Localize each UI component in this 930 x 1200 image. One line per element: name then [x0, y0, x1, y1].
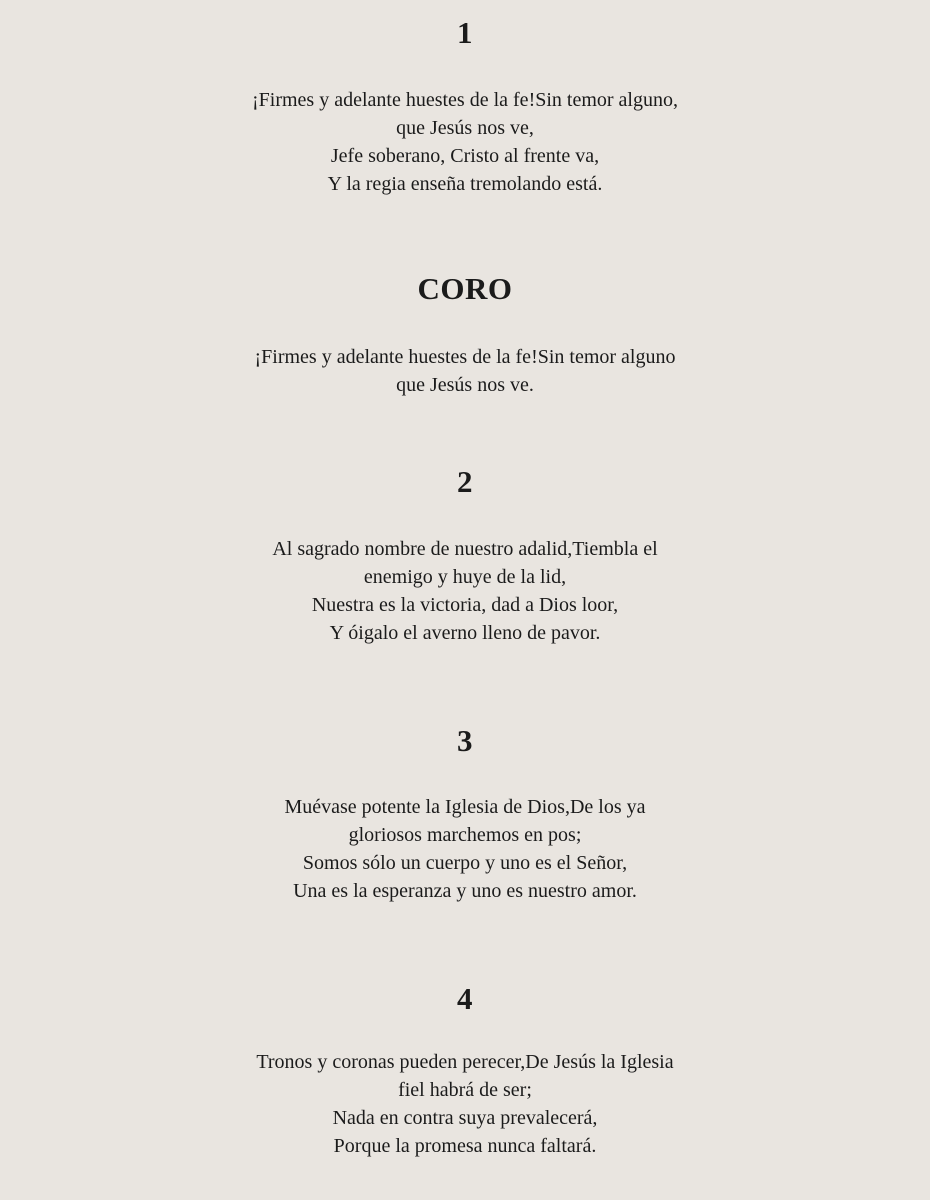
stanza-4-line-2: fiel habrá de ser;: [398, 1079, 532, 1101]
chorus-line-1: ¡Firmes y adelante huestes de la fe!Sin temor alguno: [254, 346, 676, 368]
stanza-number-1: 1: [457, 15, 473, 50]
chorus-heading: CORO: [417, 271, 513, 306]
stanza-2: [0, 535, 930, 647]
stanza-3-line-4: Una es la esperanza y uno es nuestro amor.: [293, 880, 637, 902]
stanza-3-line-3: Somos sólo un cuerpo y uno es el Señor,: [302, 852, 628, 874]
stanza-3-line-2: gloriosos marchemos en pos;: [348, 824, 582, 846]
stanza-3: [0, 793, 930, 905]
stanza-1-line-1: ¡Firmes y adelante huestes de la fe!Sin temor alguno,: [252, 89, 678, 111]
stanza-4-line-3: Nada en contra suya prevalecerá,: [332, 1107, 598, 1129]
stanza-number-2: 2: [457, 464, 473, 499]
stanza-2-line-1: Al sagrado nombre de nuestro adalid,Tiembla el: [272, 538, 658, 560]
stanza-2-line-2: enemigo y huye de la lid,: [363, 566, 567, 588]
stanza-4-line-1: Tronos y coronas pueden perecer,De Jesús la Iglesia: [256, 1051, 674, 1073]
chorus: [0, 343, 930, 399]
stanza-number-3: 3: [457, 723, 473, 758]
stanza-1-line-4: Y la regia enseña tremolando está.: [327, 173, 603, 195]
stanza-3-line-1: Muévase potente la Iglesia de Dios,De los ya: [284, 796, 646, 818]
stanza-1-line-3: Jefe soberano, Cristo al frente va,: [330, 145, 600, 167]
stanza-1: [0, 86, 930, 198]
chorus-line-2: que Jesús nos ve.: [396, 374, 534, 396]
stanza-1-line-2: que Jesús nos ve,: [396, 117, 534, 139]
stanza-4-line-4: Porque la promesa nunca faltará.: [333, 1135, 597, 1157]
stanza-4: [0, 1048, 930, 1160]
stanza-number-4: 4: [457, 981, 473, 1016]
stanza-2-line-4: Y óigalo el averno lleno de pavor.: [329, 622, 601, 644]
stanza-2-line-3: Nuestra es la victoria, dad a Dios loor,: [311, 594, 619, 616]
